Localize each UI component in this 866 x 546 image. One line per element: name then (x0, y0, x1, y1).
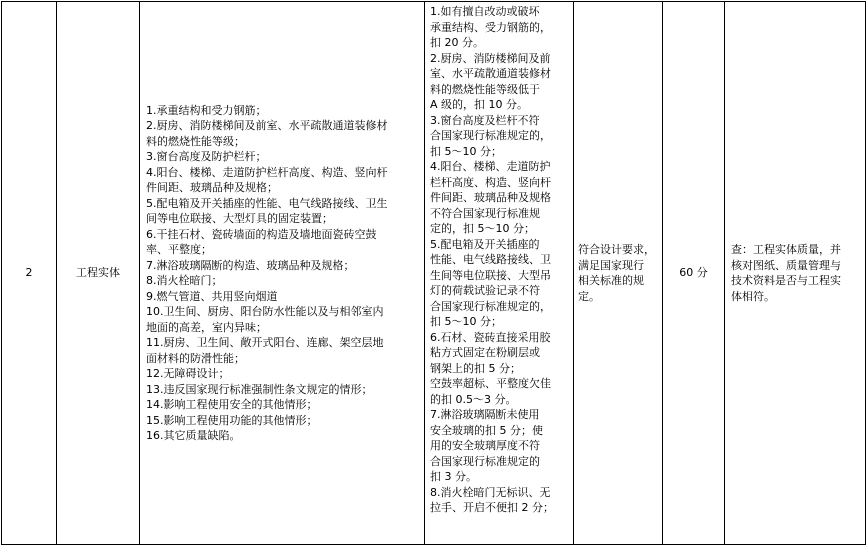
requirement-text (578, 242, 659, 304)
text-line: 间等电位联接、大型灯具的固定装置； (146, 212, 333, 225)
text-line: 料的燃烧性能等级； (146, 134, 245, 148)
text-line: 5.配电箱及开关插座的性能、电气线路接线、卫生 (146, 196, 388, 210)
text-line: 7.淋浴玻璃隔断的构造、玻璃品种及规格； (146, 258, 355, 272)
inspection-method-cell (725, 2, 866, 545)
text-line: 14.影响工程使用安全的其他情形； (146, 398, 318, 411)
text-line: 扣 5～10 分； (430, 315, 502, 328)
text-line: 用的安全玻璃厚度不符 (430, 439, 540, 452)
text-line: A 级的，扣 10 分。 (430, 98, 529, 111)
text-line: 不符合国家现行标准规 (430, 206, 540, 220)
text-line: 12.无障碍设计； (146, 367, 230, 380)
text-line: 9.燃气管道、共用竖向烟道 (146, 289, 278, 303)
score-cell (663, 2, 725, 545)
text-line: 率、平整度； (146, 243, 212, 256)
requirement-cell (574, 2, 663, 545)
text-line: 性能、电气线路接线、卫 (430, 253, 551, 266)
text-line: 10.卫生间、厨房、阳台防水性能以及与相邻室内 (146, 305, 384, 318)
text-line: 满足国家现行 (578, 258, 644, 272)
inspection-content-cell (140, 2, 425, 545)
text-line: 承重结构、受力钢筋的， (430, 20, 551, 34)
text-line: 件间距、玻璃品种及规格； (146, 181, 278, 194)
text-line: 8.消火栓暗门； (146, 274, 223, 287)
score-value: 60 分 (679, 266, 708, 280)
text-line: 技术资料是否与工程实 (731, 274, 841, 287)
text-line: 料的燃烧性能等级低于 (430, 82, 540, 96)
text-line: 扣 3 分。 (430, 470, 477, 483)
text-line: 拉手、开启不便扣 2 分； (430, 501, 554, 514)
text-line: 相关标准的规 (578, 274, 644, 287)
text-line: 3.窗台高度及防护栏杆； (146, 150, 267, 163)
table-row (2, 2, 866, 545)
text-line: 粘方式固定在粉刷层或 (430, 346, 540, 359)
text-line: 生间等电位联接、大型吊 (430, 268, 551, 282)
deduction-criteria-cell (425, 2, 574, 545)
text-line: 定。 (578, 289, 600, 303)
inspection-content-list (146, 103, 421, 444)
text-line: 5.配电箱及开关插座的 (430, 237, 540, 251)
item-name-cell (57, 2, 140, 545)
text-line: 地面的高差，室内异味； (146, 320, 267, 334)
text-line: 8.消火栓暗门无标识、无 (430, 485, 551, 499)
text-line: 2.厨房、消防楼梯间及前室、水平疏散通道装修材 (146, 119, 388, 132)
text-line: 11.厨房、卫生间、敞开式阳台、连廊、架空层地 (146, 336, 384, 349)
text-line: 2.厨房、消防楼梯间及前 (430, 51, 551, 65)
item-name: 工程实体 (76, 266, 120, 280)
row-number-cell (2, 2, 57, 545)
text-line: 1.承重结构和受力钢筋； (146, 103, 267, 117)
text-line: 件间距、玻璃品种及规格 (430, 191, 551, 204)
text-line: 3.窗台高度及栏杆不符 (430, 113, 540, 127)
text-line: 13.违反国家现行标准强制性条文规定的情形； (146, 382, 373, 396)
row-number: 2 (25, 266, 33, 280)
text-line: 核对图纸、质量管理与 (731, 258, 841, 272)
text-line: 6.干挂石材、瓷砖墙面的构造及墙地面瓷砖空鼓 (146, 227, 377, 241)
inspection-table (1, 1, 866, 545)
text-line: 合国家现行标准规定的， (430, 299, 551, 313)
text-line: 1.如有擅自改动或破坏 (430, 5, 540, 18)
text-line: 体相符。 (731, 289, 775, 303)
text-line: 灯的荷载试验记录不符 (430, 284, 540, 297)
text-line: 合国家现行标准规定的 (430, 454, 540, 468)
text-line: 4.阳台、楼梯、走道防护栏杆高度、构造、竖向杆 (146, 165, 388, 179)
deduction-criteria-list (430, 4, 570, 516)
text-line: 钢架上的扣 5 分； (430, 361, 521, 375)
text-line: 安全玻璃的扣 5 分；使 (430, 423, 543, 437)
text-line: 扣 5～10 分； (430, 144, 502, 158)
text-line: 扣 20 分。 (430, 36, 484, 49)
text-line: 栏杆高度、构造、竖向杆 (430, 175, 551, 189)
text-line: 4.阳台、楼梯、走道防护 (430, 160, 551, 173)
inspection-method-text (731, 242, 861, 304)
text-line: 面材料的防滑性能； (146, 351, 245, 365)
text-line: 16.其它质量缺陷。 (146, 429, 241, 442)
text-line: 定的，扣 5～10 分； (430, 222, 535, 235)
text-line: 7.淋浴玻璃隔断未使用 (430, 408, 540, 421)
text-line: 的扣 0.5～3 分。 (430, 392, 517, 406)
text-line: 查：工程实体质量，并 (731, 243, 841, 256)
text-line: 空鼓率超标、平整度欠佳 (430, 377, 551, 390)
text-line: 6.石材、瓷砖直接采用胶 (430, 330, 551, 344)
text-line: 符合设计要求， (578, 243, 655, 256)
text-line: 室、水平疏散通道装修材 (430, 67, 551, 80)
text-line: 合国家现行标准规定的， (430, 129, 551, 142)
text-line: 15.影响工程使用功能的其他情形； (146, 413, 318, 427)
